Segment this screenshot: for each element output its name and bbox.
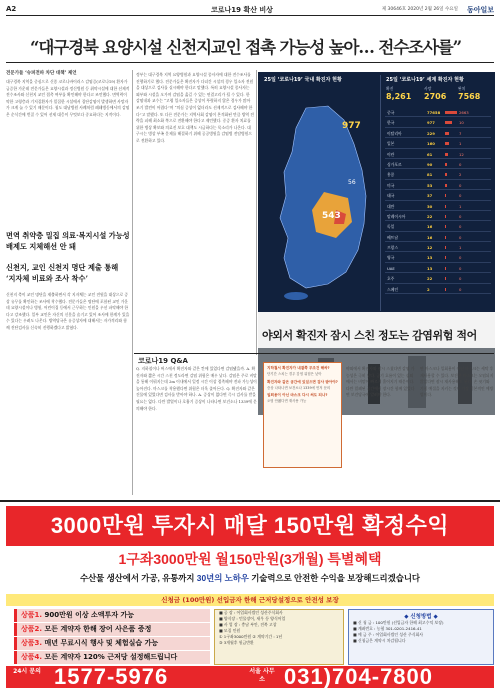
ad-phone-1: 1577-5976: [54, 664, 169, 689]
country-bar: [445, 215, 446, 218]
qa-box: 지하철서 확진자가 내곁쪽 무조건 해싸? 단기간 스치는 경우 감염 위험은 낮아 확진자와 같은 공간에 있었으면 검사 받아야? 증상 나타나면 보건소나 1339에 먼저 문의 일회용이 아닌 마스크 다시 써도 되나? 오염 안됐다면 재사용 가능: [263, 362, 342, 468]
country-row: 호주 22 0: [385, 273, 491, 283]
seoul-office-label: 서울 사무소: [249, 668, 275, 683]
country-row: 프랑스 12 1: [385, 242, 491, 252]
country-row: 홍콩 81 2: [385, 169, 491, 179]
ad-signup-info: ◆ 신청방법 ◆ ■ 신 청 금 : 100만원 (선입금자 한해 최고수익 보장) ■ 계좌번호 : 농협 301-0201-2416-41 ■ 예 금 주 : 어업회사법인 성산 주식회사 ■ 신청금은 계약시 차감됩니다: [348, 609, 494, 665]
country-bar: [445, 236, 446, 239]
ad-phone-2: 031)704-7800: [284, 664, 434, 689]
country-bar: [445, 121, 452, 124]
article-subhead-2: 신천지, 교인 신천지 명단 제출 통해 ‘지자체 비료와 조사 착수’: [6, 263, 119, 283]
column-divider-1: [132, 70, 133, 495]
country-bar: [445, 153, 448, 156]
country-bar: [445, 194, 446, 197]
country-bar: [445, 267, 446, 270]
map-label-daegu: 543: [322, 211, 341, 221]
korea-graphic-title: 25일 ‘코로나19’ 국내 확진자 현황: [264, 77, 342, 83]
ad-product-4: 상품4. 모든 계약자 120% 근저당 설정해드립니다: [14, 651, 210, 664]
country-row: 독일 16 0: [385, 221, 491, 231]
ad-description: 수산물 생산에서 가공, 유통까지 30년의 노하우 기술력으로 안전한 수익을 보장해드리겠습니다: [79, 573, 421, 583]
ad-product-3: 상품3. 매년 무료시식 행사 및 체험실습 가능: [14, 637, 210, 650]
country-bar: [445, 173, 447, 176]
korea-map: [266, 100, 378, 305]
ad-product-2: 상품2. 모든 계약자 한해 장어 사은품 증정: [14, 623, 210, 636]
country-row: 베트남 16 0: [385, 232, 491, 242]
section-title: 코로나19 확산 비상: [211, 6, 273, 14]
qa-title: 코로나19 Q&A: [138, 357, 188, 365]
ad-headline: 3000만원 투자시 매달 150만원 확정수익: [50, 513, 450, 538]
stat-deaths: 사망 2706: [424, 86, 447, 101]
country-row: 중국 77658 2663: [385, 107, 491, 117]
country-bar: [445, 111, 457, 114]
country-row: UAE 13 0: [385, 263, 491, 273]
country-row: 싱가포르 90 0: [385, 159, 491, 169]
country-bar: [445, 256, 446, 259]
world-graphic-title: 25일 ‘코로나19’ 세계 확진자 현황: [386, 77, 464, 83]
covid-infographic: [258, 72, 495, 317]
country-row: 일본 160 1: [385, 138, 491, 148]
page-number: A2: [6, 5, 17, 13]
ad-subheadline: 1구좌3000만원 월150만원(3개월) 특별혜택: [118, 551, 382, 567]
country-row: 미국 53 0: [385, 180, 491, 190]
country-row: 스페인 2 0: [385, 284, 491, 294]
qa-column-1: Q. 지하철이나 버스에서 확진자와 같은 칸에 있었다면 감염됐을까. A. 확진자와 짧은 시간 스친 정도라면 감염 위험은 매우 낮다. 감염은 주로 비말을 통해 이뤄지는데 2m 이내에서 일정 시간 이상 접촉해야 전파 가능성이 높아진다. 마스크를 착용했다면 위험은 더욱 줄어든다. Q. 확진자와 같은 건물에 있었다면 검사를 받아야 하나. A. 증상이 없다면 즉시 검사를 받을 필요는 없다. 다만 발열이나 호흡기 증상이 나타나면 보건소나 1339에 문의해야 한다.: [136, 366, 257, 411]
country-bar: [445, 184, 447, 187]
article-subhead-1: 면역 취약층 밀집 의료·복지시설 가능성 배제도 지체해선 안 돼: [6, 231, 130, 251]
map-label-gyeongbuk: 56: [348, 179, 356, 186]
masthead: [6, 4, 494, 16]
qa-column-3: 면 마스크나 일회용이 아닌 마스크는 세탁 후 재사용할 수 있다. 보건용 마스크는 오염되지 않았다면 잠시 재사용해도 된다. 손 씻기와 기침 예절을 지키는 것이 가장 기본적인 예방법이다.: [420, 366, 494, 398]
issue-info: 제 30646호 2020년 2월 26일 수요일: [381, 7, 458, 12]
article-column-1b: 신천지 측이 교인 명단을 제출하면서 각 지자체는 교인 전원을 대상으로 증상 유무를 확인하는 조사에 착수했다. 전문가들은 명단에 포함된 교인 가운데 요양시설이나 병원, 어린이집 등에서 근무하는 인원을 우선 파악해야 한다고 강조했다. 일부 교인은 자신의 신분을 숨기고 있어 조사에 한계가 있을 수 있다는 우려도 나온다. 방역당국은 유증상자에 대해서는 자가격리와 함께 진단검사를 신속히 진행하겠다고 밝혔다.: [6, 292, 130, 330]
phone-24h-label: 24시 문의: [13, 668, 41, 675]
main-headline: “대구경북 요양시설 신천지교인 접촉 가능성 높아… 전수조사를”: [30, 38, 462, 57]
country-bar: [445, 132, 449, 135]
country-row: 이란 61 12: [385, 149, 491, 159]
column-divider-2: [256, 70, 257, 355]
ad-company-info: ■ 공 장 : 어업회사법인 성산주식회사 ■ 양식장 : 민물장어, 새우 등 양식어업 ■ 사 업 장 : 충남 부안, 전북 고창 ■ 모집 인원 ① 1구좌3000만원 ② 계약기간 : 1년 ③ 3개월후 원금반환: [214, 609, 344, 665]
stat-recovered: 완치 7568: [458, 86, 481, 101]
photo-title: 야외서 확진자 잠시 스친 정도는 감염위험 적어: [262, 329, 477, 342]
article-byline: 전문가들 ‘슈퍼전파 차단 대책’ 제언: [6, 71, 77, 76]
article-column-1: 대구경북 지역을 중심으로 신종 코로나바이러스 감염증(코로나19) 환자가 급증한 가운데 전문가들은 요양시설과 정신병원 등 취약시설에 대한 선제적 전수조사와 신천지 교인 접촉 여부를 확인해야 한다고 조언했다. 면역력이 약한 고령층과 기저질환자가 밀집한 시설에서 집단감염이 발생하면 사망자가 크게 늘 수 있기 때문이다. 청도 대남병원 사례처럼 폐쇄병동에서의 감염은 순식간에 번질 수 있어 선제 대응이 무엇보다 중요하다는 지적이다.: [6, 79, 130, 117]
ad-product-1: 상품1. 900만원 이상 소액투자 가능: [14, 609, 210, 622]
country-bar: [445, 246, 446, 249]
stat-confirmed: 확진 8,261: [386, 86, 412, 101]
article-column-2: 정부는 대구경북 지역 요양병원과 요양시설 종사자에 대한 전수조사를 진행하기로 했다. 전문가들은 확진자가 다녀간 시설의 경우 입소자 전원을 대상으로 검사를 실시해야 한다고 말했다. 특히 요양시설 종사자는 외부와 시설을 오가며 감염을 옮길 수 있는 연결고리가 될 수 있다. 한 감염내과 교수는 “고령 입소자들은 증상이 뚜렷하지 않은 경우가 많아 조기 발견이 어렵다”며 “의심 증상이 없더라도 선제적으로 검사해야 한다”고 말했다. 또 다른 전문가는 지역사회 감염이 본격화된 만큼 방역 전략을 피해 최소화 쪽으로 전환해야 한다고 제언했다. 중증 환자 치료를 위한 병상 확보와 의료진 보호 대책도 시급하다는 목소리가 나온다. 대구시는 병상 부족 문제를 해결하기 위해 공공병원을 감염병 전담병원으로 전환하고 있다.: [136, 72, 254, 143]
country-row: 말레이시아 22 0: [385, 211, 491, 221]
map-label-total: 977: [342, 121, 361, 131]
qa-column-2: 야외에서 확진자와 잠시 스쳤다면 감염 가능성은 극히 낮다. 공기 흐름이 있는 실외에서는 비말이 빠르게 흩어지기 때문이다. 다만 밀폐된 공간에서 장시간 함께 있었다면 보건당국에 알려야 한다.: [346, 366, 415, 398]
ad-band: 신청금 (100만원) 선입금자 한해 근저당설정으로 안전성 보장: [6, 594, 494, 606]
paper-name: 동아일보: [466, 6, 494, 14]
country-row: 영국 13 0: [385, 252, 491, 262]
country-bar: [445, 225, 446, 228]
country-row: 대만 30 1: [385, 201, 491, 211]
qa-top-rule: [134, 353, 494, 354]
headline-rule: [6, 62, 494, 63]
country-bar: [445, 205, 446, 208]
country-row: 태국 37 0: [385, 190, 491, 200]
country-table: [385, 107, 491, 294]
country-bar: [445, 142, 449, 145]
country-row: 이탈리아 229 7: [385, 128, 491, 138]
country-row: 한국 977 10: [385, 117, 491, 127]
ad-products: [14, 609, 210, 665]
country-bar: [445, 163, 447, 166]
